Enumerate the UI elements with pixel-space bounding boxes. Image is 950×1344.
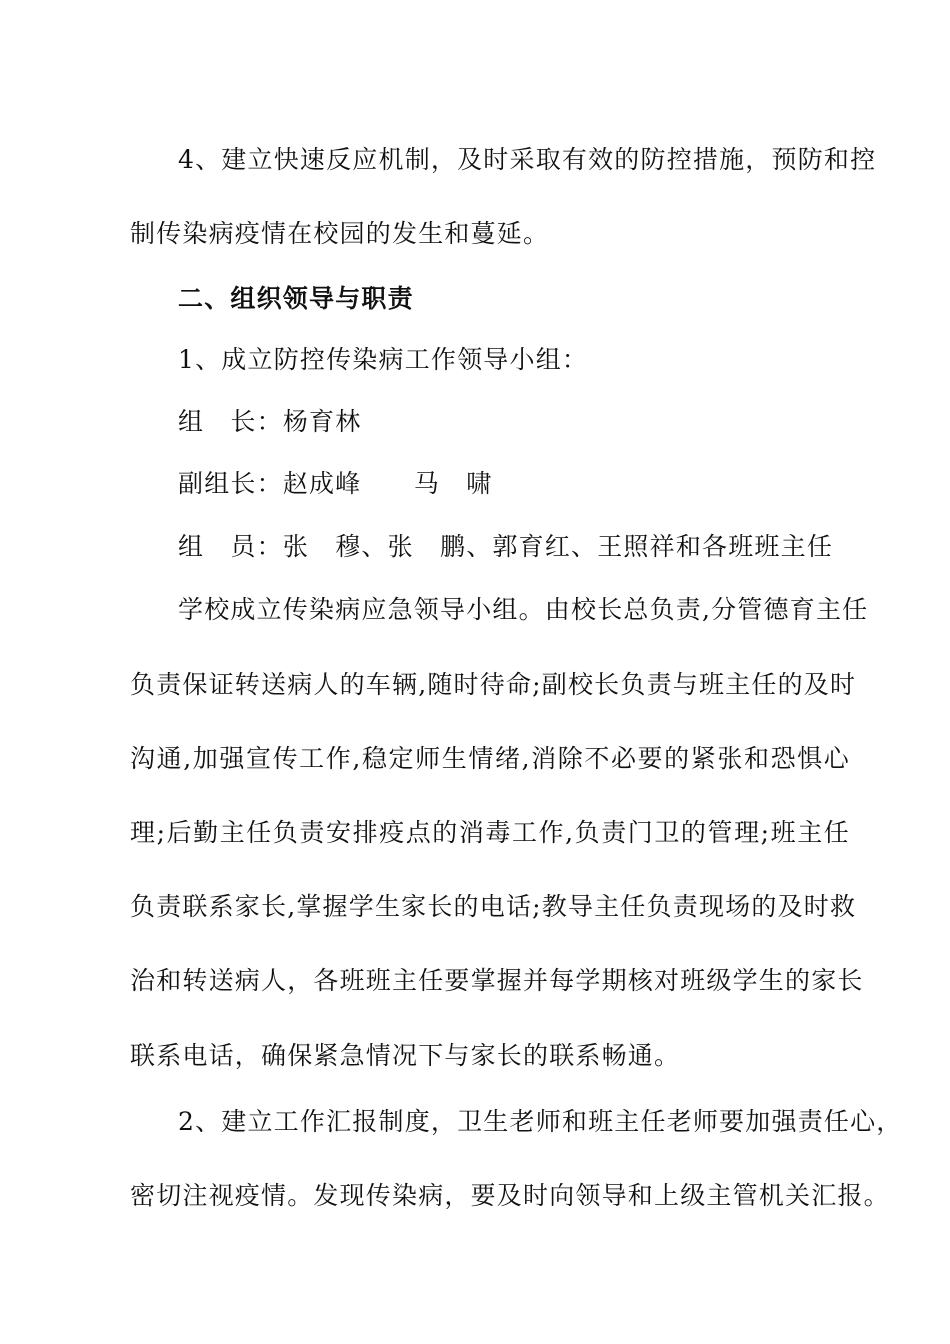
paragraph-2-line-6: 治和转送病人，各班班主任要掌握并每学期核对班级学生的家长 — [130, 966, 864, 995]
members-names: 张 穆、张 鹏、郭育红、王照祥和各班班主任 — [282, 532, 834, 561]
paragraph-2-line-7: 联系电话，确保紧急情况下与家长的联系畅通。 — [130, 1041, 681, 1070]
deputy-label: 副组长： — [178, 469, 283, 498]
paragraph-2-line-2: 负责保证转送病人的车辆,随时待命;副校长负责与班主任的及时 — [130, 670, 857, 699]
section-heading: 二、组织领导与职责 — [178, 284, 414, 313]
leader-label: 组 长： — [178, 407, 283, 436]
leader-row — [178, 406, 850, 438]
paragraph-1-line-2: 制传染病疫情在校园的发生和蔓延。 — [130, 219, 550, 248]
members-row — [178, 531, 850, 563]
members-label: 组 员： — [178, 532, 283, 561]
paragraph-2-line-3: 沟通,加强宣传工作,稳定师生情绪,消除不必要的紧张和恐惧心 — [130, 744, 850, 773]
leader-name: 杨育林 — [282, 407, 362, 436]
paragraph-2-line-5: 负责联系家长,掌握学生家长的电话;教导主任负责现场的及时救 — [130, 892, 857, 921]
deputy-row — [178, 468, 850, 500]
item-1-title: 1、成立防控传染病工作领导小组： — [178, 345, 589, 374]
paragraph-3-line-1: 2、建立工作汇报制度，卫生老师和班主任老师要加强责任心， — [178, 1107, 903, 1136]
paragraph-2-line-1: 学校成立传染病应急领导小组。由校长总负责,分管德育主任 — [178, 595, 869, 624]
paragraph-1-line-1: 4、建立快速反应机制，及时采取有效的防控措施，预防和控 — [178, 145, 877, 174]
paragraph-3-line-2: 密切注视疫情。发现传染病，要及时向领导和上级主管机关汇报。 — [130, 1181, 890, 1210]
paragraph-2-line-4: 理;后勤主任负责安排疫点的消毒工作,负责门卫的管理;班主任 — [130, 818, 850, 847]
deputy-names: 赵成峰 马 啸 — [282, 469, 493, 498]
